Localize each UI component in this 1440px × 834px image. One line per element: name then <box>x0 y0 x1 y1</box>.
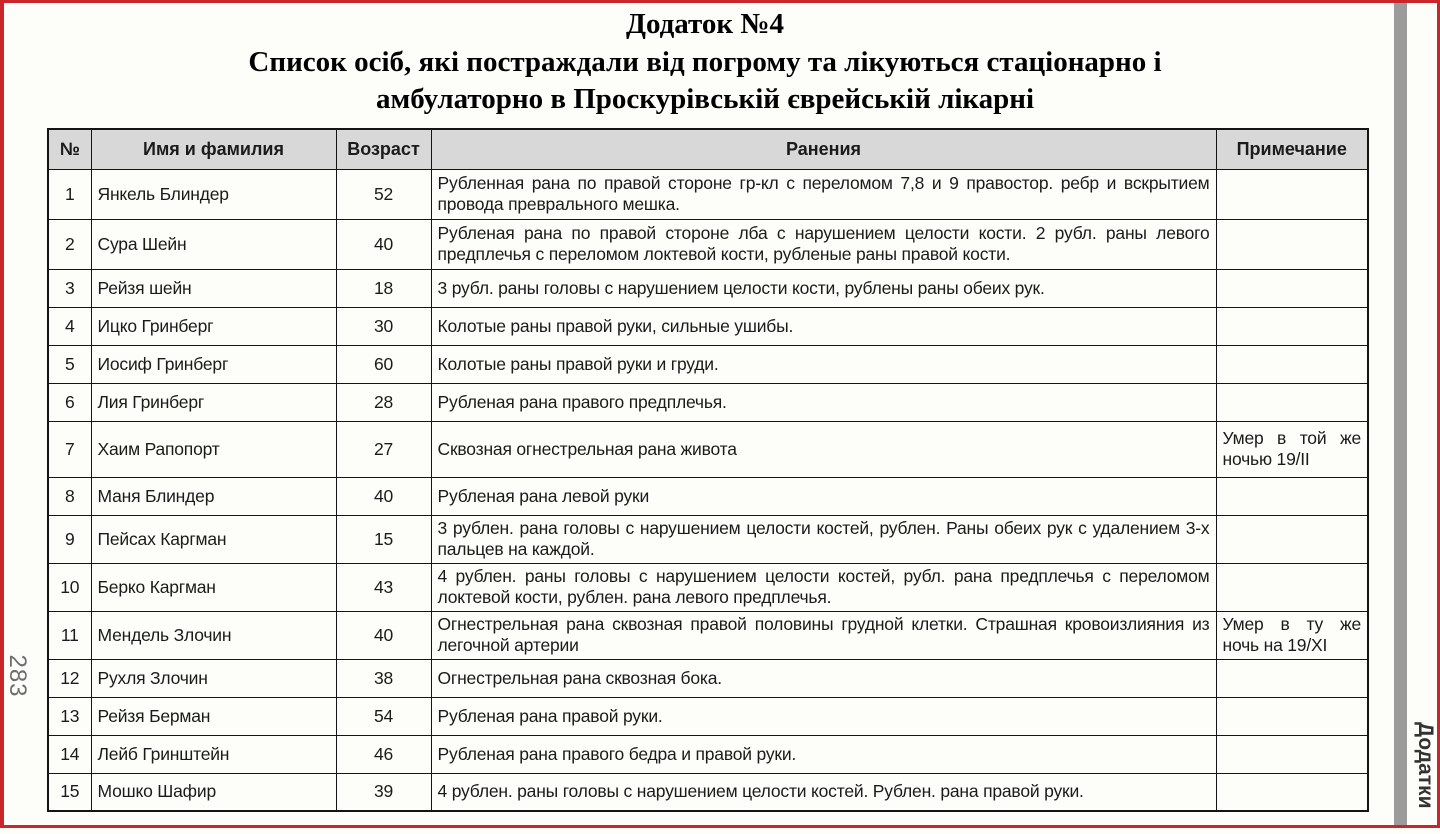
table-row <box>48 697 1368 735</box>
cell-num: 6 <box>48 383 91 421</box>
cell-note: Умер в той же ночью 19/II <box>1216 421 1368 477</box>
cell-name: Лейб Гринштейн <box>91 735 336 773</box>
cell-name: Рейзя Берман <box>91 697 336 735</box>
cell-age: 15 <box>336 515 431 563</box>
cell-wounds: 4 рублен. раны головы с нарушением целости костей. Рублен. рана правой руки. <box>431 773 1216 811</box>
cell-wounds: Рубленая рана правого бедра и правой руки. <box>431 735 1216 773</box>
cell-age: 38 <box>336 659 431 697</box>
cell-wounds: 3 рублен. рана головы с нарушением целости костей, рублен. Раны обеих рук с удалением 3-х пальцев на каждой. <box>431 515 1216 563</box>
cell-wounds: Сквозная огнестрельная рана живота <box>431 421 1216 477</box>
table-header-row <box>48 129 1368 169</box>
cell-name: Сура Шейн <box>91 219 336 269</box>
page-border-top <box>0 0 1440 3</box>
page-number-vertical: 283 <box>4 654 31 698</box>
cell-num: 7 <box>48 421 91 477</box>
table-row <box>48 169 1368 219</box>
cell-note <box>1216 169 1368 219</box>
cell-name: Пейсах Каргман <box>91 515 336 563</box>
page-border-left <box>0 0 4 828</box>
cell-note <box>1216 383 1368 421</box>
cell-num: 13 <box>48 697 91 735</box>
table-row <box>48 219 1368 269</box>
cell-note <box>1216 345 1368 383</box>
cell-note <box>1216 735 1368 773</box>
cell-name: Мендель Злочин <box>91 611 336 659</box>
cell-wounds: Огнестрельная рана сквозная бока. <box>431 659 1216 697</box>
header-age: Возраст <box>336 129 431 169</box>
table-row <box>48 345 1368 383</box>
cell-wounds: Рубленная рана по правой стороне гр-кл с переломом 7,8 и 9 правостор. ребр и вскрытием провода преврального мешка. <box>431 169 1216 219</box>
cell-wounds: Рубленая рана по правой стороне лба с нарушением целости кости. 2 рубл. раны левого предплечья с переломом локтевой кости, рубленые раны правой кости. <box>431 219 1216 269</box>
table-row <box>48 421 1368 477</box>
cell-age: 28 <box>336 383 431 421</box>
cell-wounds: Рубленая рана левой руки <box>431 477 1216 515</box>
cell-num: 14 <box>48 735 91 773</box>
cell-note <box>1216 659 1368 697</box>
cell-age: 18 <box>336 269 431 307</box>
cell-num: 4 <box>48 307 91 345</box>
table-row <box>48 515 1368 563</box>
cell-age: 54 <box>336 697 431 735</box>
table-row <box>48 269 1368 307</box>
cell-note: Умер в ту же ночь на 19/XI <box>1216 611 1368 659</box>
cell-wounds: Колотые раны правой руки и груди. <box>431 345 1216 383</box>
table-body <box>48 169 1368 811</box>
cell-name: Рухля Злочин <box>91 659 336 697</box>
cell-name: Янкель Блиндер <box>91 169 336 219</box>
cell-num: 1 <box>48 169 91 219</box>
cell-note <box>1216 477 1368 515</box>
cell-name: Мошко Шафир <box>91 773 336 811</box>
cell-name: Ицко Гринберг <box>91 307 336 345</box>
cell-wounds: Огнестрельная рана сквозная правой половины грудной клетки. Страшная кровоизлияния из легочной артерии <box>431 611 1216 659</box>
cell-note <box>1216 563 1368 611</box>
cell-note <box>1216 307 1368 345</box>
cell-name: Рейзя шейн <box>91 269 336 307</box>
header-number: № <box>48 129 91 169</box>
cell-age: 40 <box>336 477 431 515</box>
cell-wounds: Рубленая рана правой руки. <box>431 697 1216 735</box>
cell-note <box>1216 219 1368 269</box>
page-border-bottom <box>0 825 1440 828</box>
victims-table <box>47 128 1369 812</box>
cell-note <box>1216 515 1368 563</box>
cell-num: 8 <box>48 477 91 515</box>
cell-note <box>1216 697 1368 735</box>
vertical-scrollbar[interactable] <box>1394 3 1407 825</box>
cell-name: Лия Гринберг <box>91 383 336 421</box>
cell-num: 2 <box>48 219 91 269</box>
table-row <box>48 307 1368 345</box>
cell-age: 46 <box>336 735 431 773</box>
cell-num: 12 <box>48 659 91 697</box>
cell-age: 60 <box>336 345 431 383</box>
cell-age: 27 <box>336 421 431 477</box>
table-row <box>48 563 1368 611</box>
cell-wounds: 4 рублен. раны головы с нарушением целости костей, рубл. рана предплечья с переломом локтевой кости, рублен. рана левого предплечья. <box>431 563 1216 611</box>
cell-wounds: Колотые раны правой руки, сильные ушибы. <box>431 307 1216 345</box>
cell-note <box>1216 773 1368 811</box>
table-row <box>48 659 1368 697</box>
section-label-vertical: Додатки <box>1414 722 1437 809</box>
cell-wounds: 3 рубл. раны головы с нарушением целости кости, рублены раны обеих рук. <box>431 269 1216 307</box>
subtitle-line-2: амбулаторно в Проскурівській єврейській лікарні <box>375 83 1035 115</box>
cell-name: Иосиф Гринберг <box>91 345 336 383</box>
subtitle-line-1: Список осіб, які постраждали від погрому та лікуються стаціонарно і <box>248 46 1162 78</box>
table-row <box>48 735 1368 773</box>
cell-num: 3 <box>48 269 91 307</box>
cell-age: 40 <box>336 219 431 269</box>
table-row <box>48 383 1368 421</box>
cell-age: 52 <box>336 169 431 219</box>
cell-note <box>1216 269 1368 307</box>
document-heading <box>40 4 1370 118</box>
cell-age: 43 <box>336 563 431 611</box>
header-note: Примечание <box>1216 129 1368 169</box>
cell-age: 40 <box>336 611 431 659</box>
table-row <box>48 611 1368 659</box>
cell-name: Маня Блиндер <box>91 477 336 515</box>
cell-name: Берко Каргман <box>91 563 336 611</box>
cell-age: 39 <box>336 773 431 811</box>
cell-num: 15 <box>48 773 91 811</box>
header-name: Имя и фамилия <box>91 129 336 169</box>
table-row <box>48 477 1368 515</box>
appendix-title: Додаток №4 <box>626 8 784 40</box>
cell-num: 5 <box>48 345 91 383</box>
header-wounds: Ранения <box>431 129 1216 169</box>
cell-wounds: Рубленая рана правого предплечья. <box>431 383 1216 421</box>
cell-num: 11 <box>48 611 91 659</box>
cell-age: 30 <box>336 307 431 345</box>
cell-num: 9 <box>48 515 91 563</box>
cell-name: Хаим Рапопорт <box>91 421 336 477</box>
table-row <box>48 773 1368 811</box>
cell-num: 10 <box>48 563 91 611</box>
